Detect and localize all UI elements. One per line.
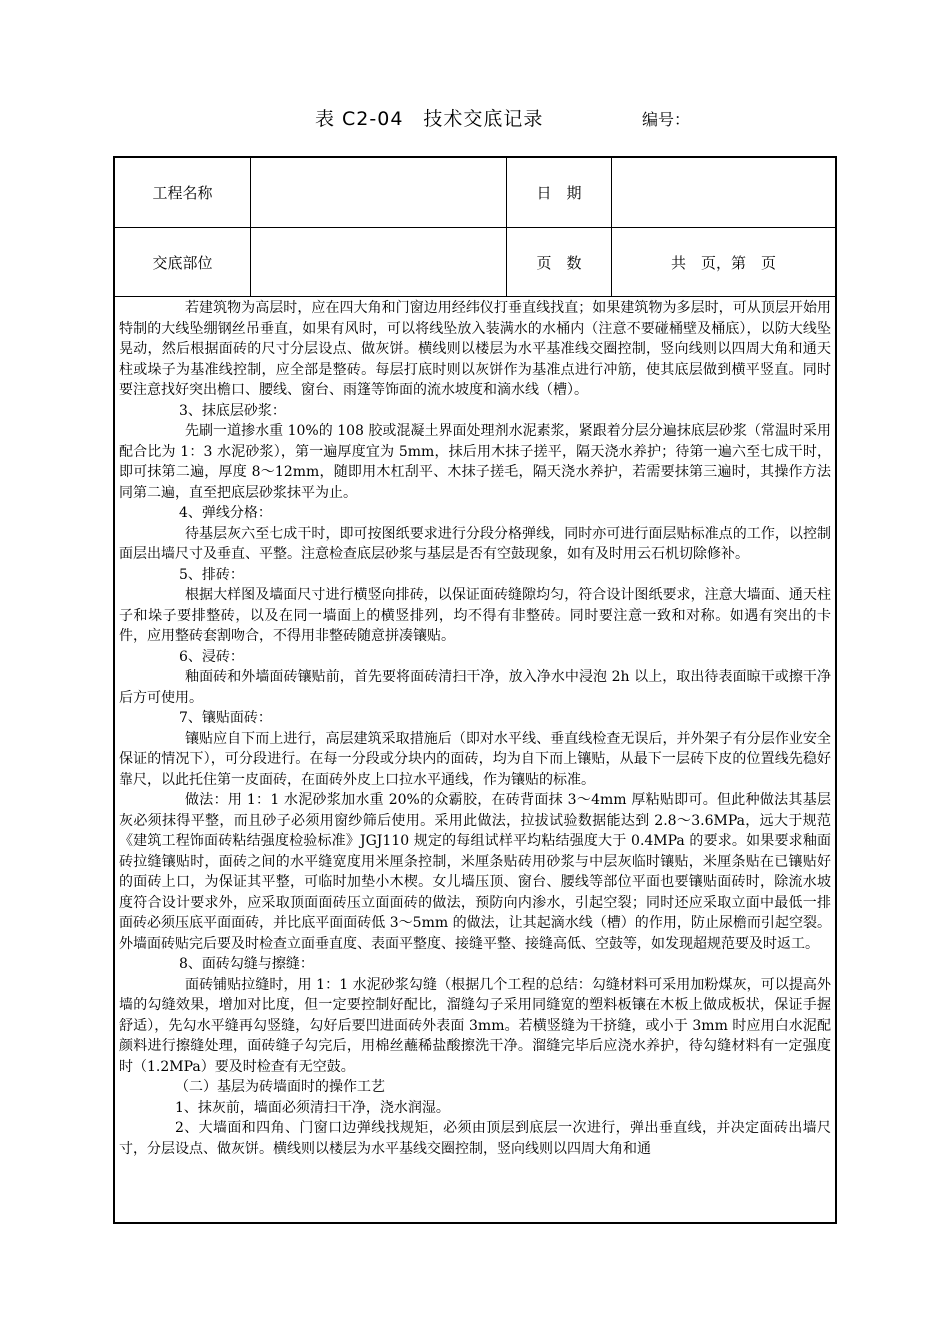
page-title: 表 C2-04 技术交底记录 <box>315 108 544 130</box>
content-paragraph: 4、弹线分格： <box>179 505 272 521</box>
content-paragraph: 镶贴应自下而上进行，高层建筑采取措施后（即对水平线、垂直线检查无误后，并外架子有分层作业安全保证的情况下），可分段进行。在每一分段或分块内的面砖，均为自下而上镶贴，从最下一层砖下皮的位置线先稳好靠尺，以此托住第一皮面砖，在面砖外皮上口拉水平通线，作为镶贴的标准。 <box>119 730 831 788</box>
pages-value: 共 页，第 页 <box>670 253 776 272</box>
info-row-location <box>115 228 835 297</box>
title-row <box>0 104 950 134</box>
content-paragraph: 6、浸砖： <box>179 648 244 665</box>
content-paragraph: 2、大墙面和四角、门窗口边弹线找规矩，必须由顶层到底层一次进行，弹出垂直线，并决定面砖出墙尺寸，分层设点、做灰饼。横线则以楼层为水平基线交圈控制，竖向线则以四周大角和通 <box>119 1120 831 1157</box>
project-name-value <box>251 158 507 227</box>
content-paragraph: 待基层灰六至七成干时，即可按图纸要求进行分段分格弹线，同时亦可进行面层贴标准点的工作，以控制面层出墙尺寸及垂直、平整。注意检查底层砂浆与基层是否有空鼓现象，如有及时用云石机切除修补。 <box>119 525 831 562</box>
document-number-label: 编号： <box>642 110 691 129</box>
date-value <box>612 158 835 227</box>
content-paragraph: 先刷一道掺水重 10%的 108 胶或混凝土界面处理剂水泥素浆，紧跟着分层分遍抹底层砂浆（常温时采用配合比为 1：3 水泥砂浆），第一遍厚度宜为 5mm，抹后用木抹子搓平，隔天浇水养护；待第一遍六至七成干时，即可抹第二遍，厚度 8～12mm，随即用木杠刮平、木抹子搓毛，隔天浇水养护，若需要抹第三遍时，其操作方法同第二遍，直至把底层砂浆抹平为止。 <box>119 423 831 501</box>
content-paragraph: 1、抹灰前，墙面必须清扫干净，浇水润湿。 <box>175 1099 450 1116</box>
content-paragraph: 5、排砖： <box>179 566 244 583</box>
content-paragraph: 根据大样图及墙面尺寸进行横竖向排砖，以保证面砖缝隙均匀，符合设计图纸要求，注意大墙面、通天柱子和垛子要排整砖，以及在同一墙面上的横竖排列，均不得有非整砖。同时要注意一致和对称。如遇有突出的卡件，应用整砖套割吻合，不得用非整砖随意拼凑镶贴。 <box>119 587 831 644</box>
content-paragraph: 8、面砖勾缝与擦缝： <box>179 956 314 972</box>
content-paragraph: 做法：用 1：1 水泥砂浆加水重 20%的众霸胶，在砖背面抹 3～4mm 厚粘贴即可。但此种做法其基层灰必须抹得平整，而且砂子必须用窗纱筛后使用。采用此做法，拉拔试验数据能达到 2.8～3.6MPa，远大于规范《建筑工程饰面砖粘结强度检验标准》JGJ110 规定的每组试样平均粘结强度大于 0.4MPa 的要求。如果要求釉面砖拉缝镶贴时，面砖之间的水平缝宽度用米厘条控制，米厘条贴砖用砂浆与中层灰临时镶贴，米厘条贴在已镶贴好的面砖上口，为保证其平整，可临时加垫小木楔。女儿墙压顶、窗台、腰线等部位平面也要镶贴面砖时，除流水坡度符合设计要求外，应采取顶面面砖压立面面砖的做法，预防向内渗水，引起空裂；同时还应采取立面中最低一排面砖必须压底平面面砖，并比底平面面砖低 3～5mm 的做法，让其起滴水线（槽）的作用，防止尿檐而引起空裂。外墙面砖贴完后要及时检查立面垂直度、表面平整度、接缝平整、接缝高低、空鼓等，如发现超规范要及时返工。 <box>119 792 831 952</box>
technical-briefing-form <box>113 156 837 1224</box>
content-paragraph: 7、镶贴面砖： <box>179 710 272 726</box>
location-value <box>251 228 507 296</box>
project-name-label: 工程名称 <box>115 158 251 227</box>
info-row-project <box>115 158 835 228</box>
content-paragraph: （二）基层为砖墙面时的操作工艺 <box>175 1079 385 1095</box>
content-paragraph: 釉面砖和外墙面砖镶贴前，首先要将面砖清扫干净，放入净水中浸泡 2h 以上，取出待表面晾干或擦干净后方可使用。 <box>119 669 831 706</box>
content-paragraph: 若建筑物为高层时，应在四大角和门窗边用经纬仪打垂直线找直；如果建筑物为多层时，可从顶层开始用特制的大线坠绷钢丝吊垂直，如果有风时，可以将线坠放入装满水的水桶内（注意不要碰桶壁及桶底），以防大线坠晃动，然后根据面砖的尺寸分层设点、做灰饼。横线则以楼层为水平基准线交圈控制，竖向线则以四周大角和通天柱或垛子为基准线控制，应全部是整砖。每层打底时则以灰饼作为基准点进行冲筋，使其底层做到横平竖直。同时要注意找好突出檐口、腰线、窗台、雨篷等饰面的流水坡度和滴水线（槽）。 <box>119 300 831 398</box>
location-label: 交底部位 <box>115 228 251 296</box>
content-paragraph: 3、抹底层砂浆： <box>179 402 286 419</box>
date-label: 日 期 <box>507 158 612 227</box>
content-paragraph: 面砖铺贴拉缝时，用 1：1 水泥砂浆勾缝（根据几个工程的总结：勾缝材料可采用加粉煤灰，可以提高外墙的勾缝效果，增加对比度，但一定要控制好配比，溜缝勾子采用同缝宽的塑料板镶在木板上做成板状，保证手握舒适），先勾水平缝再勾竖缝，勾好后要凹进面砖外表面 3mm。若横竖缝为干挤缝，或小于 3mm 时应用白水泥配颜料进行擦缝处理，面砖缝子勾完后，用棉丝蘸稀盐酸擦洗干净。溜缝完毕后应浇水养护，待勾缝材料有一定强度时（1.2MPa）要及时检查有无空鼓。 <box>119 976 831 1075</box>
pages-label: 页 数 <box>507 228 612 296</box>
briefing-content <box>119 298 831 1159</box>
